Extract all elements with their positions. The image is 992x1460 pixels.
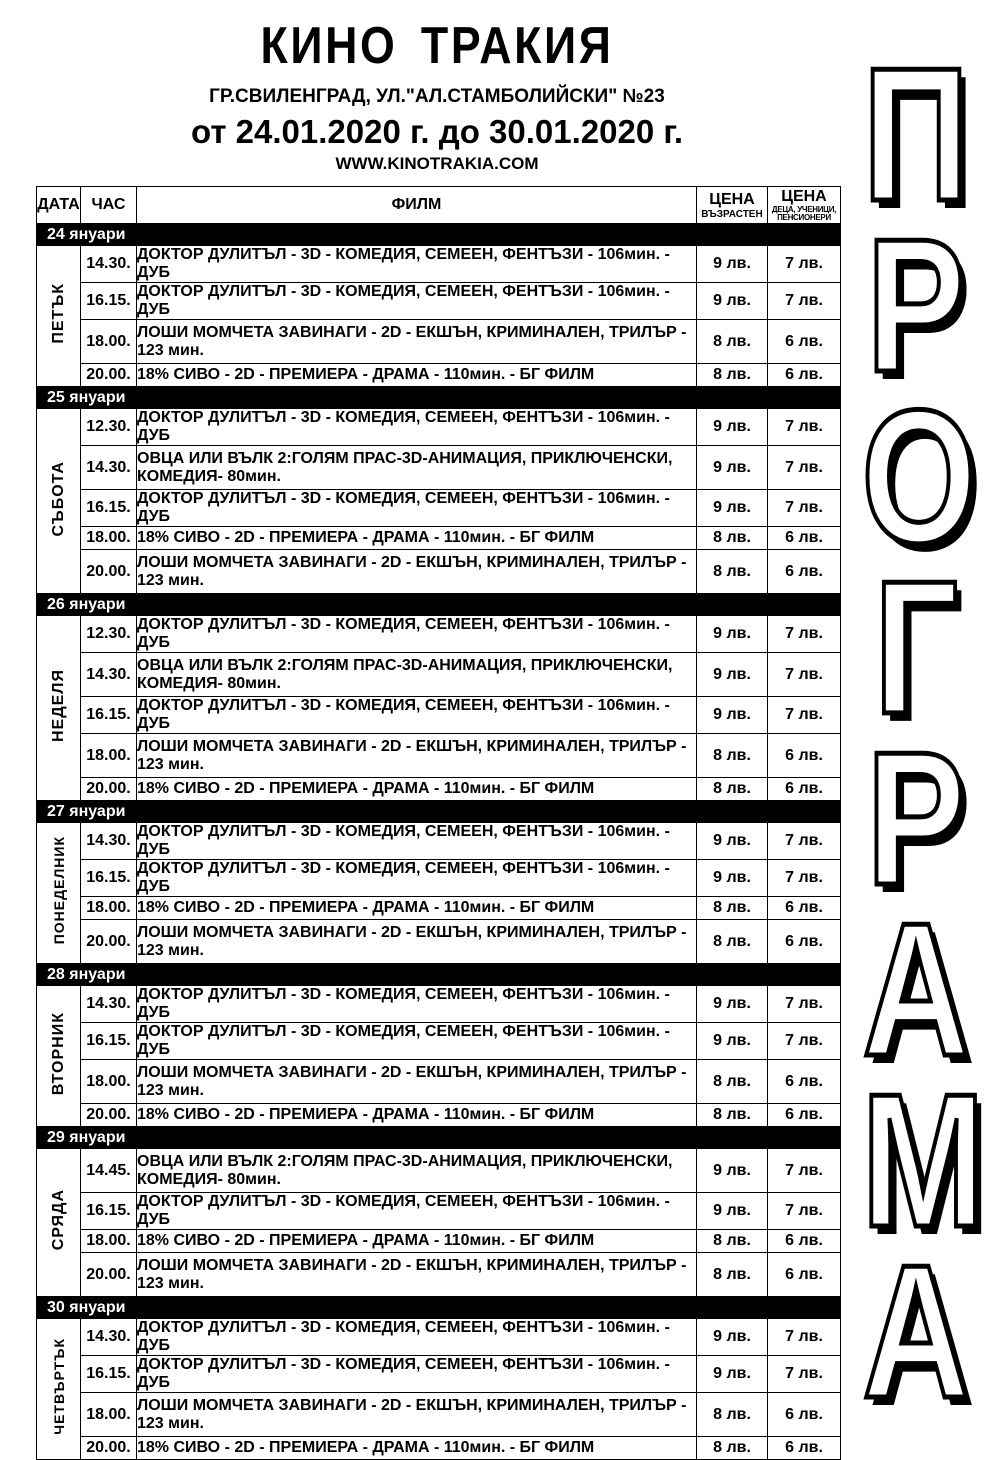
price-adult: 8 лв. [697,364,768,387]
price-adult: 8 лв. [697,1104,768,1127]
side-title-letter: Г [873,542,959,754]
column-time: ЧАС [81,187,137,224]
day-date-label: 29 януари [37,1127,841,1149]
price-adult: 9 лв. [697,823,768,860]
showtime-row [37,1393,841,1437]
cinema-address: ГР.СВИЛЕНГРАД, УЛ."АЛ.СТАМБОЛИЙСКИ" №23 [209,86,665,107]
price-kids: 6 лв. [768,320,841,364]
price-kids: 6 лв. [768,920,841,964]
showtime-row [37,490,841,527]
price-adult: 9 лв. [697,1356,768,1393]
showtime-row [37,897,841,920]
day-date-label: 26 януари [37,594,841,616]
showtime-film: 18% СИВО - 2D - ПРЕМИЕРА - ДРАМА - 110мин. - БГ ФИЛМ [137,527,697,550]
weekday-cell [37,823,81,964]
showtime-film: ДОКТОР ДУЛИТЪЛ - 3D - КОМЕДИЯ, СЕМЕЕН, ФЕНТЪЗИ - 106мин. - ДУБ [137,697,697,734]
weekday-label: ПОНЕДЕЛНИК [50,836,67,945]
price-adult: 9 лв. [697,860,768,897]
showtime-time: 20.00. [81,1104,137,1127]
price-kids: 6 лв. [768,527,841,550]
showtime-row [37,653,841,697]
showtime-film: ЛОШИ МОМЧЕТА ЗАВИНАГИ - 2D - ЕКШЪН, КРИМИНАЛЕН, ТРИЛЪР - 123 мин. [137,1060,697,1104]
weekday-label: НЕДЕЛЯ [49,668,67,743]
weekday-cell [37,616,81,801]
weekday-label: ЧЕТВЪРТЪК [50,1338,67,1435]
price-adult: 9 лв. [697,490,768,527]
showtime-row [37,1230,841,1253]
price-kids: 7 лв. [768,1319,841,1356]
day-header-row [37,387,841,409]
weekday-cell [37,986,81,1127]
day-header-row [37,594,841,616]
showtime-row [37,1104,841,1127]
showtime-row [37,246,841,283]
price-adult: 8 лв. [697,1253,768,1297]
showtime-time: 16.15. [81,1356,137,1393]
day-header-row [37,1127,841,1149]
showtime-time: 14.30. [81,1319,137,1356]
weekday-cell [37,409,81,594]
column-date: ДАТА [37,187,81,224]
showtime-film: ОВЦА ИЛИ ВЪЛК 2:ГОЛЯМ ПРАС-3D-АНИМАЦИЯ, ПРИКЛЮЧЕНСКИ, КОМЕДИЯ- 80мин. [137,446,697,490]
showtime-time: 14.30. [81,986,137,1023]
price-kids: 7 лв. [768,446,841,490]
price-adult: 8 лв. [697,1060,768,1104]
showtime-time: 18.00. [81,1230,137,1253]
price-kids: 6 лв. [768,364,841,387]
showtime-time: 16.15. [81,1023,137,1060]
showtime-film: 18% СИВО - 2D - ПРЕМИЕРА - ДРАМА - 110мин. - БГ ФИЛМ [137,897,697,920]
showtime-time: 20.00. [81,1437,137,1460]
adult-price-sub: ВЪЗРАСТЕН [701,208,763,220]
cinema-title: КИНО ТРАКИЯ [260,17,614,75]
day-header-row [37,801,841,823]
price-adult: 8 лв. [697,1437,768,1460]
price-adult: 8 лв. [697,920,768,964]
price-adult: 9 лв. [697,616,768,653]
showtime-time: 14.30. [81,823,137,860]
price-adult: 8 лв. [697,1393,768,1437]
showtime-film: 18% СИВО - 2D - ПРЕМИЕРА - ДРАМА - 110мин. - БГ ФИЛМ [137,778,697,801]
showtime-time: 14.45. [81,1149,137,1193]
price-adult: 9 лв. [697,409,768,446]
showtime-film: ДОКТОР ДУЛИТЪЛ - 3D - КОМЕДИЯ, СЕМЕЕН, ФЕНТЪЗИ - 106мин. - ДУБ [137,616,697,653]
price-adult: 9 лв. [697,697,768,734]
showtime-film: ДОКТОР ДУЛИТЪЛ - 3D - КОМЕДИЯ, СЕМЕЕН, ФЕНТЪЗИ - 106мин. - ДУБ [137,986,697,1023]
side-title-letter: П [862,29,970,241]
weekday-cell [37,1319,81,1460]
showtime-time: 12.30. [81,616,137,653]
price-adult: 9 лв. [697,1319,768,1356]
price-kids: 7 лв. [768,283,841,320]
price-adult: 9 лв. [697,653,768,697]
showtime-film: ЛОШИ МОМЧЕТА ЗАВИНАГИ - 2D - ЕКШЪН, КРИМИНАЛЕН, ТРИЛЪР - 123 мин. [137,734,697,778]
price-adult: 8 лв. [697,897,768,920]
showtime-film: 18% СИВО - 2D - ПРЕМИЕРА - ДРАМА - 110мин. - БГ ФИЛМ [137,1104,697,1127]
price-kids: 7 лв. [768,860,841,897]
showtime-film: ДОКТОР ДУЛИТЪЛ - 3D - КОМЕДИЯ, СЕМЕЕН, ФЕНТЪЗИ - 106мин. - ДУБ [137,823,697,860]
side-title-letter: А [862,884,970,1096]
showtime-row [37,446,841,490]
price-adult: 8 лв. [697,550,768,594]
showtime-time: 16.15. [81,1193,137,1230]
day-date-label: 27 януари [37,801,841,823]
day-date-label: 25 януари [37,387,841,409]
price-kids: 7 лв. [768,653,841,697]
showtime-film: ЛОШИ МОМЧЕТА ЗАВИНАГИ - 2D - ЕКШЪН, КРИМИНАЛЕН, ТРИЛЪР - 123 мин. [137,1253,697,1297]
showtime-row [37,920,841,964]
schedule-table [36,186,841,1460]
price-kids: 6 лв. [768,1393,841,1437]
side-title-letter: Р [866,200,966,412]
showtime-time: 18.00. [81,734,137,778]
program-dates: от 24.01.2020 г. до 30.01.2020 г. [191,113,683,150]
showtime-time: 14.30. [81,246,137,283]
price-kids: 7 лв. [768,409,841,446]
price-kids: 7 лв. [768,1356,841,1393]
side-title-letter: М [861,1055,985,1267]
showtime-row [37,527,841,550]
showtime-row [37,320,841,364]
showtime-row [37,1437,841,1460]
price-kids: 7 лв. [768,616,841,653]
showtime-time: 16.15. [81,283,137,320]
price-kids: 6 лв. [768,778,841,801]
showtime-row [37,1193,841,1230]
price-kids: 7 лв. [768,1193,841,1230]
price-adult: 9 лв. [697,446,768,490]
weekday-label: ВТОРНИК [49,1011,67,1096]
price-adult: 9 лв. [697,986,768,1023]
kids-price-label: ЦЕНА [781,188,827,205]
price-kids: 6 лв. [768,1060,841,1104]
showtime-film: ДОКТОР ДУЛИТЪЛ - 3D - КОМЕДИЯ, СЕМЕЕН, ФЕНТЪЗИ - 106мин. - ДУБ [137,1319,697,1356]
showtime-row [37,1023,841,1060]
side-title-letter: О [861,371,977,583]
price-kids: 6 лв. [768,734,841,778]
showtime-time: 20.00. [81,364,137,387]
showtime-film: 18% СИВО - 2D - ПРЕМИЕРА - ДРАМА - 110мин. - БГ ФИЛМ [137,1437,697,1460]
showtime-time: 14.30. [81,446,137,490]
showtime-film: ДОКТОР ДУЛИТЪЛ - 3D - КОМЕДИЯ, СЕМЕЕН, ФЕНТЪЗИ - 106мин. - ДУБ [137,409,697,446]
showtime-row [37,1253,841,1297]
price-kids: 7 лв. [768,986,841,1023]
showtime-time: 12.30. [81,409,137,446]
price-adult: 9 лв. [697,1149,768,1193]
page-header [36,14,838,174]
price-kids: 6 лв. [768,897,841,920]
showtime-time: 20.00. [81,550,137,594]
price-kids: 6 лв. [768,1230,841,1253]
showtime-row [37,1149,841,1193]
showtime-row [37,986,841,1023]
showtime-row [37,550,841,594]
kids-price-sub-2: ПЕНСИОНЕРИ [777,213,831,222]
showtime-film: ОВЦА ИЛИ ВЪЛК 2:ГОЛЯМ ПРАС-3D-АНИМАЦИЯ, ПРИКЛЮЧЕНСКИ, КОМЕДИЯ- 80мин. [137,1149,697,1193]
website-link[interactable]: WWW.KINOTRAKIA.COM [335,154,539,173]
day-date-label: 30 януари [37,1297,841,1319]
showtime-film: ЛОШИ МОМЧЕТА ЗАВИНАГИ - 2D - ЕКШЪН, КРИМИНАЛЕН, ТРИЛЪР - 123 мин. [137,920,697,964]
adult-price-label: ЦЕНА [709,190,755,208]
price-kids: 7 лв. [768,1149,841,1193]
schedule-header-row [37,187,841,224]
price-kids: 7 лв. [768,246,841,283]
price-kids: 7 лв. [768,697,841,734]
showtime-film: 18% СИВО - 2D - ПРЕМИЕРА - ДРАМА - 110мин. - БГ ФИЛМ [137,364,697,387]
weekday-label: ПЕТЪК [49,283,67,344]
showtime-film: 18% СИВО - 2D - ПРЕМИЕРА - ДРАМА - 110мин. - БГ ФИЛМ [137,1230,697,1253]
showtime-row [37,860,841,897]
showtime-film: ДОКТОР ДУЛИТЪЛ - 3D - КОМЕДИЯ, СЕМЕЕН, ФЕНТЪЗИ - 106мин. - ДУБ [137,860,697,897]
day-date-label: 28 януари [37,964,841,986]
showtime-film: ОВЦА ИЛИ ВЪЛК 2:ГОЛЯМ ПРАС-3D-АНИМАЦИЯ, ПРИКЛЮЧЕНСКИ, КОМЕДИЯ- 80мин. [137,653,697,697]
price-kids: 6 лв. [768,1253,841,1297]
showtime-film: ДОКТОР ДУЛИТЪЛ - 3D - КОМЕДИЯ, СЕМЕЕН, ФЕНТЪЗИ - 106мин. - ДУБ [137,1356,697,1393]
showtime-row [37,1319,841,1356]
showtime-row [37,1060,841,1104]
showtime-time: 20.00. [81,778,137,801]
price-kids: 6 лв. [768,550,841,594]
column-kids-price [768,187,841,224]
showtime-row [37,283,841,320]
day-header-row [37,964,841,986]
showtime-film: ЛОШИ МОМЧЕТА ЗАВИНАГИ - 2D - ЕКШЪН, КРИМИНАЛЕН, ТРИЛЪР - 123 мин. [137,1393,697,1437]
weekday-label: СРЯДА [49,1189,67,1251]
showtime-time: 18.00. [81,527,137,550]
showtime-row [37,616,841,653]
showtime-row [37,734,841,778]
price-adult: 9 лв. [697,1193,768,1230]
showtime-film: ДОКТОР ДУЛИТЪЛ - 3D - КОМЕДИЯ, СЕМЕЕН, ФЕНТЪЗИ - 106мин. - ДУБ [137,283,697,320]
schedule-body [37,224,841,1460]
price-adult: 8 лв. [697,320,768,364]
price-kids: 6 лв. [768,1437,841,1460]
showtime-row [37,778,841,801]
showtime-time: 20.00. [81,920,137,964]
price-adult: 9 лв. [697,246,768,283]
showtime-time: 14.30. [81,653,137,697]
showtime-time: 18.00. [81,320,137,364]
showtime-film: ЛОШИ МОМЧЕТА ЗАВИНАГИ - 2D - ЕКШЪН, КРИМИНАЛЕН, ТРИЛЪР - 123 мин. [137,320,697,364]
price-kids: 7 лв. [768,490,841,527]
showtime-time: 16.15. [81,490,137,527]
weekday-cell [37,1149,81,1297]
showtime-row [37,697,841,734]
day-header-row [37,224,841,246]
price-adult: 8 лв. [697,1230,768,1253]
price-adult: 8 лв. [697,778,768,801]
showtime-film: ДОКТОР ДУЛИТЪЛ - 3D - КОМЕДИЯ, СЕМЕЕН, ФЕНТЪЗИ - 106мин. - ДУБ [137,1193,697,1230]
side-title-letter: Р [866,713,966,925]
column-film: ФИЛМ [137,187,697,224]
day-date-label: 24 януари [37,224,841,246]
showtime-time: 18.00. [81,1393,137,1437]
price-adult: 8 лв. [697,527,768,550]
price-adult: 9 лв. [697,283,768,320]
showtime-time: 18.00. [81,897,137,920]
showtime-row [37,823,841,860]
day-header-row [37,1297,841,1319]
showtime-row [37,364,841,387]
price-adult: 9 лв. [697,1023,768,1060]
showtime-film: ДОКТОР ДУЛИТЪЛ - 3D - КОМЕДИЯ, СЕМЕЕН, ФЕНТЪЗИ - 106мин. - ДУБ [137,246,697,283]
price-adult: 8 лв. [697,734,768,778]
weekday-cell [37,246,81,387]
price-kids: 7 лв. [768,1023,841,1060]
program-side-title [846,29,986,1438]
showtime-film: ДОКТОР ДУЛИТЪЛ - 3D - КОМЕДИЯ, СЕМЕЕН, ФЕНТЪЗИ - 106мин. - ДУБ [137,1023,697,1060]
showtime-film: ДОКТОР ДУЛИТЪЛ - 3D - КОМЕДИЯ, СЕМЕЕН, ФЕНТЪЗИ - 106мин. - ДУБ [137,490,697,527]
showtime-time: 16.15. [81,697,137,734]
showtime-film: ЛОШИ МОМЧЕТА ЗАВИНАГИ - 2D - ЕКШЪН, КРИМИНАЛЕН, ТРИЛЪР - 123 мин. [137,550,697,594]
showtime-row [37,1356,841,1393]
showtime-time: 16.15. [81,860,137,897]
showtime-time: 18.00. [81,1060,137,1104]
price-kids: 6 лв. [768,1104,841,1127]
weekday-label: СЪБОТА [49,460,67,537]
kids-price-sub-1: ДЕЦА, УЧЕНИЦИ, [771,205,837,214]
column-adult-price [697,187,768,224]
showtime-time: 20.00. [81,1253,137,1297]
side-title-letter: А [862,1226,970,1438]
showtime-row [37,409,841,446]
price-kids: 7 лв. [768,823,841,860]
